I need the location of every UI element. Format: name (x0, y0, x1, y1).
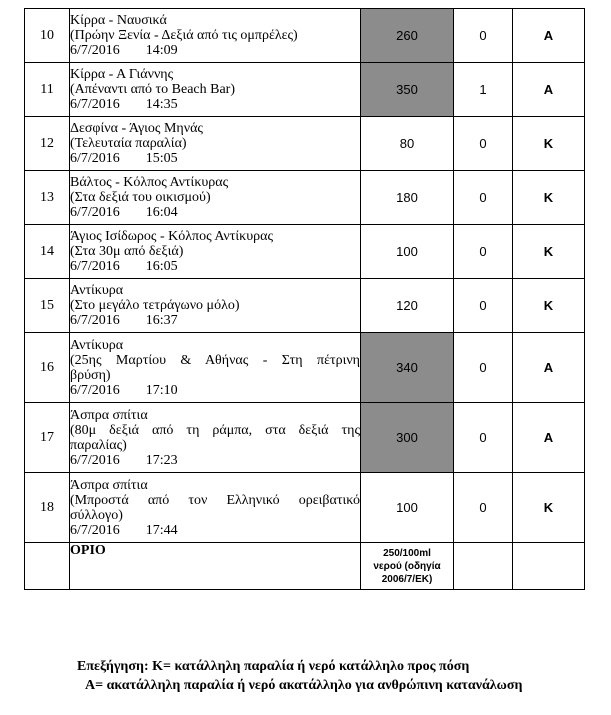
location-name: Αντίκυρα (70, 337, 124, 353)
classification-badge: Α (513, 63, 585, 117)
location-detail: (Πρώην Ξενία - Δεξιά από τις ομπρέλες) (70, 28, 298, 43)
table-row (25, 225, 585, 279)
classification-badge: Κ (513, 225, 585, 279)
sample-date: 6/7/2016 (70, 522, 120, 538)
location-detail: (Απέναντι από το Beach Bar) (70, 82, 235, 97)
row-number: 11 (25, 63, 70, 117)
classification-badge: Α (513, 9, 585, 63)
count-value: 0 (454, 9, 513, 63)
sample-time: 14:09 (145, 43, 178, 58)
sample-date: 6/7/2016 (70, 97, 120, 112)
classification-badge: Α (513, 403, 585, 473)
table-row (25, 473, 585, 543)
count-value: 0 (454, 225, 513, 279)
sample-time: 16:04 (145, 205, 178, 220)
row-number: 10 (25, 9, 70, 63)
classification-badge: Κ (513, 473, 585, 543)
location-cell (70, 63, 361, 117)
count-value: 0 (454, 403, 513, 473)
limit-row-empty-cell (25, 543, 70, 590)
location-detail-cont: σύλλογο) (70, 507, 123, 523)
sample-date: 6/7/2016 (70, 259, 120, 274)
location-detail: (Στα 30μ από δεξιά) (70, 244, 184, 259)
table-row (25, 403, 585, 473)
sample-datetime (70, 383, 360, 398)
sample-date: 6/7/2016 (70, 205, 120, 220)
location-name: Άγιος Ισίδωρος - Κόλπος Αντίκυρας (70, 229, 274, 244)
limit-row-empty-cell (454, 543, 513, 590)
classification-badge: Κ (513, 171, 585, 225)
location-detail: (25ης Μαρτίου & Αθήνας - Στη πέτρινη (70, 352, 360, 368)
sample-date: 6/7/2016 (70, 151, 120, 166)
location-detail: (Μπροστά από τον Ελληνικό ορειβατικό (70, 492, 360, 508)
count-value: 0 (454, 473, 513, 543)
table-row (25, 117, 585, 171)
location-cell (70, 9, 361, 63)
legend-line-2: Α= ακατάλληλη παραλία ή νερό ακατάλληλο για ανθρώπινη κατανάλωση (85, 678, 523, 693)
location-detail-cont: βρύση) (70, 367, 111, 383)
location-name: Αντίκυρα (70, 283, 124, 298)
limit-value-line3: 2006/7/ΕΚ) (381, 573, 433, 585)
location-detail: (Στο μεγάλο τετράγωνο μόλο) (70, 298, 240, 313)
row-number: 13 (25, 171, 70, 225)
sample-date: 6/7/2016 (70, 452, 120, 468)
location-cell (70, 117, 361, 171)
sample-datetime (70, 43, 360, 58)
sample-datetime (70, 453, 360, 468)
location-name: Δεσφίνα - Άγιος Μηνάς (70, 121, 203, 136)
sample-datetime (70, 523, 360, 538)
limit-value (361, 543, 454, 590)
measurement-value: 350 (361, 63, 454, 117)
count-value: 0 (454, 333, 513, 403)
table-row (25, 63, 585, 117)
classification-badge: Κ (513, 279, 585, 333)
measurement-value: 100 (361, 473, 454, 543)
measurement-value: 120 (361, 279, 454, 333)
sample-time: 17:23 (145, 452, 178, 468)
sample-datetime (70, 151, 360, 166)
location-name: Κίρρα - Ναυσικά (70, 13, 167, 28)
count-value: 1 (454, 63, 513, 117)
location-cell (70, 403, 361, 473)
location-name: Άσπρα σπίτια (70, 407, 148, 423)
sample-time: 17:10 (145, 382, 178, 398)
limit-value-line1: 250/100ml (383, 547, 431, 559)
sample-time: 16:05 (145, 259, 178, 274)
count-value: 0 (454, 171, 513, 225)
sample-time: 15:05 (145, 151, 178, 166)
sample-datetime (70, 259, 360, 274)
location-name: Κίρρα - Α Γιάννης (70, 67, 174, 82)
measurement-value: 300 (361, 403, 454, 473)
sample-date: 6/7/2016 (70, 313, 120, 328)
results-table (24, 8, 585, 590)
location-cell (70, 171, 361, 225)
classification-badge: Κ (513, 117, 585, 171)
row-number: 18 (25, 473, 70, 543)
row-number: 17 (25, 403, 70, 473)
measurement-value: 100 (361, 225, 454, 279)
location-detail: (80μ δεξιά από τη ράμπα, στα δεξιά της (70, 422, 360, 438)
sample-time: 14:35 (145, 97, 178, 112)
measurement-value: 180 (361, 171, 454, 225)
measurement-value: 260 (361, 9, 454, 63)
row-number: 14 (25, 225, 70, 279)
measurement-value: 340 (361, 333, 454, 403)
table-row (25, 9, 585, 63)
sample-date: 6/7/2016 (70, 382, 120, 398)
location-detail-cont: παραλίας) (70, 437, 127, 453)
sample-time: 17:44 (145, 522, 178, 538)
sample-date: 6/7/2016 (70, 43, 120, 58)
location-cell (70, 225, 361, 279)
row-number: 12 (25, 117, 70, 171)
limit-value-line2: νερού (οδηγία (373, 560, 441, 572)
classification-badge: Α (513, 333, 585, 403)
count-value: 0 (454, 279, 513, 333)
table-row (25, 279, 585, 333)
location-cell (70, 333, 361, 403)
location-cell (70, 279, 361, 333)
limit-row (25, 543, 585, 590)
location-detail: (Τελευταία παραλία) (70, 136, 187, 151)
table-row (25, 333, 585, 403)
sample-datetime (70, 97, 360, 112)
location-detail: (Στα δεξιά του οικισμού) (70, 190, 211, 205)
count-value: 0 (454, 117, 513, 171)
row-number: 16 (25, 333, 70, 403)
measurement-value: 80 (361, 117, 454, 171)
row-number: 15 (25, 279, 70, 333)
sample-datetime (70, 205, 360, 220)
results-table-body (25, 9, 585, 543)
location-name: Άσπρα σπίτια (70, 477, 148, 493)
location-cell (70, 473, 361, 543)
limit-row-empty-cell (513, 543, 585, 590)
limit-label: ΟΡΙΟ (70, 543, 361, 590)
table-row (25, 171, 585, 225)
legend-line-1: Επεξήγηση: Κ= κατάλληλη παραλία ή νερό κατάλληλο προς πόση (77, 659, 470, 674)
location-name: Βάλτος - Κόλπος Αντίκυρας (70, 175, 229, 190)
sample-time: 16:37 (145, 313, 178, 328)
sample-datetime (70, 313, 360, 328)
